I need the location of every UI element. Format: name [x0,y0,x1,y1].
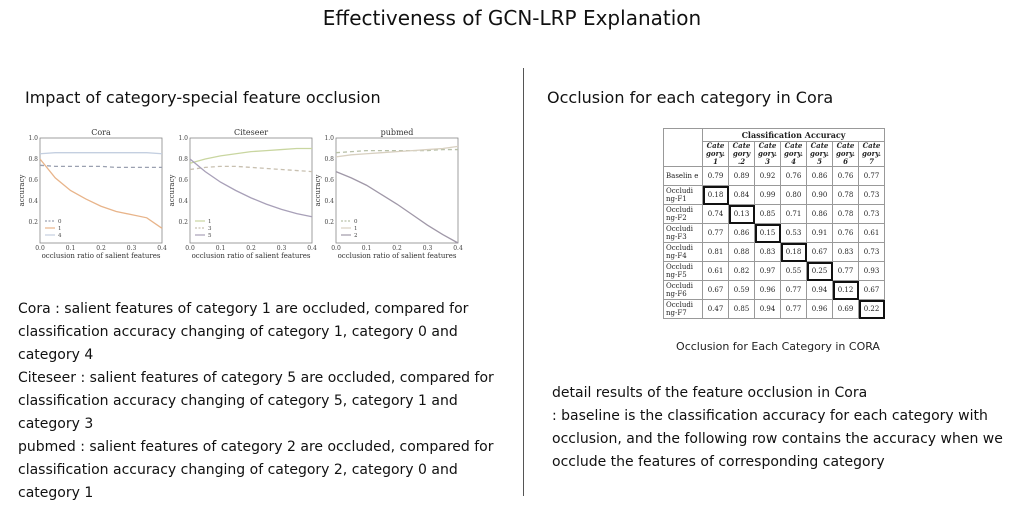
highlighted-cell: 0.25 [807,262,833,281]
y-tick-label: 0.4 [324,198,334,205]
y-tick-label: 1.0 [28,135,38,142]
table-cell: 0.89 [729,167,755,186]
x-tick-label: 0.1 [215,245,226,252]
table-cell: 0.86 [729,224,755,243]
table-cell: 0.84 [729,186,755,205]
table-cell: 0.83 [833,243,859,262]
right-description-line-2: : baseline is the classification accuracy for each category with occlusion, and the following row contains the accuracy when we occlude the features of corresponding category [552,408,1003,470]
row-label: Occludi ng-F7 [664,300,703,319]
highlighted-cell: 0.18 [781,243,807,262]
y-axis-label: accuracy [18,174,26,207]
highlighted-cell: 0.15 [755,224,781,243]
table-cell: 0.55 [781,262,807,281]
table-cell: 0.67 [859,281,885,300]
series-line-1 [190,149,312,164]
cora-chart [18,126,170,266]
y-tick-label: 0.6 [28,177,38,184]
table-cell: 0.61 [703,262,729,281]
series-line-1 [40,159,162,228]
table-body [664,167,885,319]
column-header-category-5: Cate gory. 5 [807,142,833,167]
column-header-category-1: Cate gory. 1 [703,142,729,167]
x-tick-label: 0.3 [126,245,137,252]
highlighted-cell: 0.12 [833,281,859,300]
x-tick-label: 0.0 [331,245,341,252]
legend-label: 0 [58,219,62,225]
row-label: Occludi ng-F1 [664,186,703,205]
column-header-category-6: Cate gory. 6 [833,142,859,167]
table-cell: 0.78 [833,205,859,224]
vertical-divider [523,68,524,496]
row-label: Occludi ng-F6 [664,281,703,300]
table-cell: 0.73 [859,186,885,205]
table-cell: 0.81 [703,243,729,262]
y-axis-label: accuracy [314,174,322,207]
citeseer-chart [168,126,320,266]
left-description [18,298,513,505]
table-cell: 0.47 [703,300,729,319]
table-cell: 0.86 [807,205,833,224]
citeseer-description: Citeseer : salient features of category 5 are occluded, compared for classification accuracy changing of category 5, category 1 and category 3 [18,370,494,432]
table-cell: 0.88 [729,243,755,262]
y-tick-label: 0.2 [324,219,334,226]
legend-label: 1 [354,226,358,232]
x-tick-label: 0.1 [65,245,76,252]
table-row [664,224,885,243]
y-tick-label: 0.6 [178,177,188,184]
table-cell: 0.99 [755,186,781,205]
y-tick-label: 0.2 [28,219,38,226]
table-cell: 0.76 [833,224,859,243]
table-row [664,262,885,281]
table-cell: 0.92 [755,167,781,186]
pubmed-chart [314,126,466,266]
chart-title: Citeseer [233,128,269,137]
table-cell: 0.85 [755,205,781,224]
table-cell: 0.96 [755,281,781,300]
table-cell: 0.94 [807,281,833,300]
x-tick-label: 0.1 [361,245,372,252]
x-tick-label: 0.3 [422,245,433,252]
table-cell: 0.90 [807,186,833,205]
table-cell: 0.83 [755,243,781,262]
table-row [664,167,885,186]
y-tick-label: 0.8 [28,156,38,163]
legend-label: 4 [58,233,62,239]
legend-label: 3 [208,226,212,232]
series-line-4 [40,153,162,154]
x-axis-label: occlusion ratio of salient features [41,252,161,260]
y-tick-label: 0.4 [28,198,38,205]
table-cell: 0.74 [703,205,729,224]
table-cell: 0.80 [781,186,807,205]
x-tick-label: 0.0 [185,245,195,252]
highlighted-cell: 0.13 [729,205,755,224]
table-cell: 0.61 [859,224,885,243]
chart-title: pubmed [380,128,414,137]
x-tick-label: 0.4 [307,245,317,252]
table-cell: 0.91 [807,224,833,243]
row-label: Occludi ng-F2 [664,205,703,224]
table-cell: 0.77 [833,262,859,281]
chart-title: Cora [91,128,111,137]
series-line-1 [336,146,458,157]
x-tick-label: 0.3 [276,245,287,252]
y-axis-label: accuracy [168,174,176,207]
table-cell: 0.97 [755,262,781,281]
legend-label: 2 [354,233,358,239]
table-row [664,281,885,300]
x-tick-label: 0.2 [392,245,402,252]
table-cell: 0.76 [781,167,807,186]
y-tick-label: 0.2 [178,219,188,226]
x-axis-label: occlusion ratio of salient features [191,252,311,260]
occlusion-charts-figure [18,126,468,266]
classification-accuracy-table [663,128,885,319]
row-label: Occludi ng-F5 [664,262,703,281]
y-tick-label: 0.8 [178,156,188,163]
x-tick-label: 0.4 [453,245,463,252]
legend-label: 5 [208,233,212,239]
table-cell: 0.73 [859,243,885,262]
y-tick-label: 1.0 [178,135,188,142]
table-cell: 0.67 [703,281,729,300]
legend-label: 1 [58,226,62,232]
table-cell: 0.69 [833,300,859,319]
right-description-line-1: detail results of the feature occlusion in Cora [552,385,868,401]
left-section-heading: Impact of category-special feature occlusion [25,88,381,107]
y-tick-label: 0.8 [324,156,334,163]
table-cell: 0.77 [781,281,807,300]
row-label: Occludi ng-F3 [664,224,703,243]
table-cell: 0.94 [755,300,781,319]
column-header-category-4: Cate gory. 4 [781,142,807,167]
table-cell: 0.77 [859,167,885,186]
table-cell: 0.53 [781,224,807,243]
row-label: Baselin e [664,167,703,186]
table-caption: Occlusion for Each Category in CORA [676,340,880,353]
legend-label: 1 [208,219,212,225]
table-row [664,300,885,319]
column-header-category-7: Cate gory. 7 [859,142,885,167]
highlighted-cell: 0.18 [703,186,729,205]
series-line-5 [190,159,312,217]
y-tick-label: 1.0 [324,135,334,142]
table-cell: 0.76 [833,167,859,186]
cora-description: Cora : salient features of category 1 are occluded, compared for classification accuracy changing of category 1, category 0 and category 4 [18,301,469,363]
x-tick-label: 0.2 [96,245,106,252]
table-cell: 0.73 [859,205,885,224]
row-label: Occludi ng-F4 [664,243,703,262]
table-group-header: Classification Accuracy [703,129,885,142]
table-cell: 0.78 [833,186,859,205]
table-cell: 0.96 [807,300,833,319]
series-line-0 [40,165,162,167]
series-line-3 [190,166,312,171]
x-tick-label: 0.2 [246,245,256,252]
table-cell: 0.67 [807,243,833,262]
table-corner-cell [664,129,703,167]
table-cell: 0.77 [781,300,807,319]
x-tick-label: 0.0 [35,245,45,252]
table-cell: 0.79 [703,167,729,186]
right-description [552,382,1017,474]
table-row [664,243,885,262]
column-header-category-3: Cate gory. 3 [755,142,781,167]
legend-label: 0 [354,219,358,225]
right-section-heading: Occlusion for each category in Cora [547,88,834,107]
table-cell: 0.71 [781,205,807,224]
table-cell: 0.82 [729,262,755,281]
column-header-category-2: Cate gory .2 [729,142,755,167]
x-tick-label: 0.4 [157,245,167,252]
highlighted-cell: 0.22 [859,300,885,319]
table-row [664,205,885,224]
x-axis-label: occlusion ratio of salient features [337,252,457,260]
table-cell: 0.86 [807,167,833,186]
table-cell: 0.59 [729,281,755,300]
y-tick-label: 0.4 [178,198,188,205]
pubmed-description: pubmed : salient features of category 2 are occluded, compared for classification accuracy changing of category 2, category 0 and category 1 [18,439,494,501]
table-cell: 0.93 [859,262,885,281]
y-tick-label: 0.6 [324,177,334,184]
table-cell: 0.85 [729,300,755,319]
table-row [664,186,885,205]
slide-title: Effectiveness of GCN-LRP Explanation [322,6,702,30]
table-cell: 0.77 [703,224,729,243]
